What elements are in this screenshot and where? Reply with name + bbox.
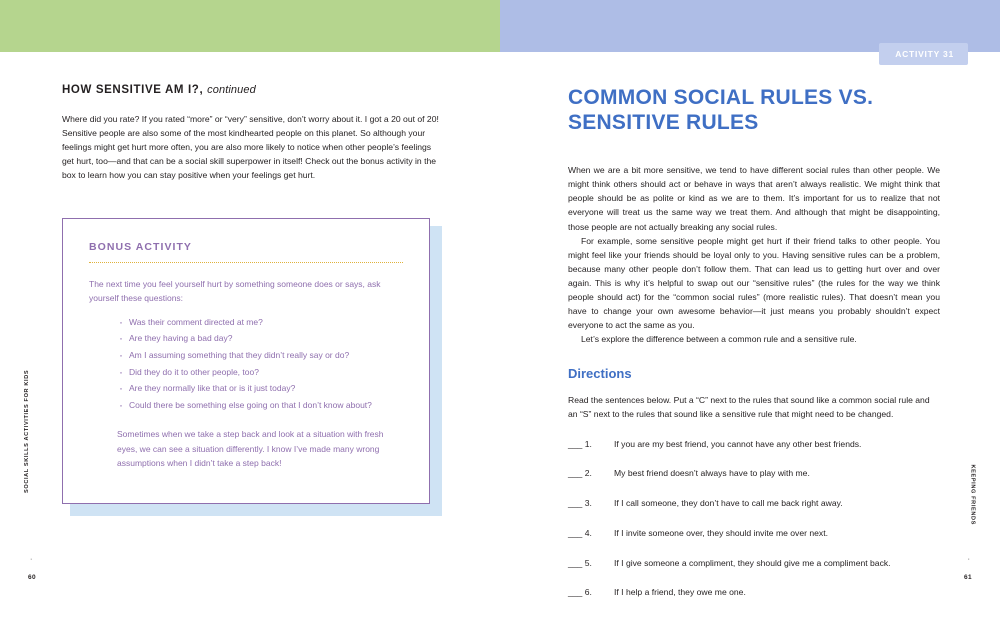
right-body-paragraph-1: When we are a bit more sensitive, we tend to have different social rules than other people. We might think others should act or behave in ways that aren’t always realistic. We might think that people should be as polite or kind as we are to them. It’s important for us to realize that not everyone will treat us the same way we treat them. And although that might be disappointing, those people are not actually breaking any social rules. xyxy=(568,165,940,232)
list-item: · Are they having a bad day? xyxy=(119,330,403,347)
bonus-activity-divider xyxy=(89,262,403,263)
list-item: · Was their comment directed at me? xyxy=(119,314,403,331)
bonus-activity-intro: The next time you feel yourself hurt by something someone does or says, ask yourself these questions: xyxy=(89,279,381,304)
list-item[interactable] xyxy=(568,497,940,511)
right-page-content xyxy=(568,86,940,616)
bonus-activity-box xyxy=(62,218,430,504)
bonus-activity-wrapper xyxy=(62,218,434,504)
list-item-text: My best friend doesn’t always have to play with me. xyxy=(614,468,810,479)
bonus-activity-title: BONUS ACTIVITY xyxy=(89,241,192,253)
running-head xyxy=(62,84,442,96)
directions-heading: Directions xyxy=(568,366,632,382)
list-item: · Could there be something else going on that I don’t know about? xyxy=(119,397,403,414)
list-item[interactable] xyxy=(568,438,940,452)
right-page-folio: 61 xyxy=(963,574,972,581)
right-body-paragraph-3: Let’s explore the difference between a common rule and a sensitive rule. xyxy=(581,334,857,345)
right-body-paragraph-2: For example, some sensitive people might get hurt if their friend talks to other people. You might feel like your friends should be loyal only to you. Having sensitive rules can be a problem, because many other people don’t follow them. That can lead us to getting hurt over and over again. This is why it’s helpful to swap out our “sensitive rules” (the rules for the way we think people should act) for the “common social rules” (more realistic rules). That doesn’t mean you have to change your own awesome behavior—it just means you probably shouldn’t expect everyone to act the same as you. xyxy=(568,235,940,331)
list-item[interactable] xyxy=(568,586,940,600)
list-item-text: If you are my best friend, you cannot have any other best friends. xyxy=(614,438,862,449)
running-head-continued: continued xyxy=(207,84,256,96)
answer-blank[interactable]: ___ 1. xyxy=(568,438,592,449)
list-item[interactable] xyxy=(568,467,940,481)
right-page-running-side-text: KEEPING FRIENDS xyxy=(970,464,976,525)
list-item-text: If I give someone a compliment, they should give me a compliment back. xyxy=(614,557,891,568)
list-item-text: If I invite someone over, they should invite me over next. xyxy=(614,527,828,538)
list-item: · Are they normally like that or is it just today? xyxy=(119,380,403,397)
left-page-content xyxy=(62,84,442,192)
answer-blank[interactable]: ___ 6. xyxy=(568,587,592,598)
list-item: · Am I assuming something that they didn’t really say or do? xyxy=(119,347,403,364)
directions-instructions: Read the sentences below. Put a “C” next to the rules that sound like a common social rule and an “S” next to the rules that sound like a sensitive rule that might need to be changed. xyxy=(568,395,930,420)
left-page-running-side-text: SOCIAL SKILLS ACTIVITIES FOR KIDS xyxy=(24,369,30,493)
answer-blank[interactable]: ___ 2. xyxy=(568,468,592,479)
left-page-folio-dot: · xyxy=(30,556,33,563)
answer-blank[interactable]: ___ 4. xyxy=(568,527,592,538)
rules-worksheet-list xyxy=(568,438,940,601)
bonus-activity-closing: Sometimes when we take a step back and look at a situation with fresh eyes, we can see a situation differently. I know I’ve made many wrong assumptions when I didn’t take a step back! xyxy=(117,429,384,469)
left-page-color-band xyxy=(0,0,500,52)
left-page-folio: 60 xyxy=(28,574,37,581)
page-title: COMMON SOCIAL RULES VS. SENSITIVE RULES xyxy=(568,86,874,134)
right-page-folio-dot: · xyxy=(967,556,970,563)
list-item[interactable] xyxy=(568,557,940,571)
list-item-text: If I call someone, they don’t have to call me back right away. xyxy=(614,498,843,509)
running-head-title: HOW SENSITIVE AM I?, xyxy=(62,84,204,96)
activity-number-tab: ACTIVITY 31 xyxy=(879,43,968,65)
list-item-text: If I help a friend, they owe me one. xyxy=(614,587,746,598)
answer-blank[interactable]: ___ 3. xyxy=(568,498,592,509)
list-item[interactable] xyxy=(568,527,940,541)
bonus-activity-question-list xyxy=(89,314,403,413)
answer-blank[interactable]: ___ 5. xyxy=(568,557,592,568)
left-body-paragraph-1: Where did you rate? If you rated “more” or “very” sensitive, don’t worry about it. I got a 20 out of 20! Sensitive people are also some of the most kindhearted people on this planet. So although your feelings might get hurt more often, you are also more likely to notice when other people’s feelings get hurt, too—and that can be a social skill superpower in itself! Check out the bonus activity in the box to learn how you can stay positive when your feelings get hurt. xyxy=(62,114,439,180)
list-item: · Did they do it to other people, too? xyxy=(119,364,403,381)
right-page xyxy=(500,0,1000,623)
